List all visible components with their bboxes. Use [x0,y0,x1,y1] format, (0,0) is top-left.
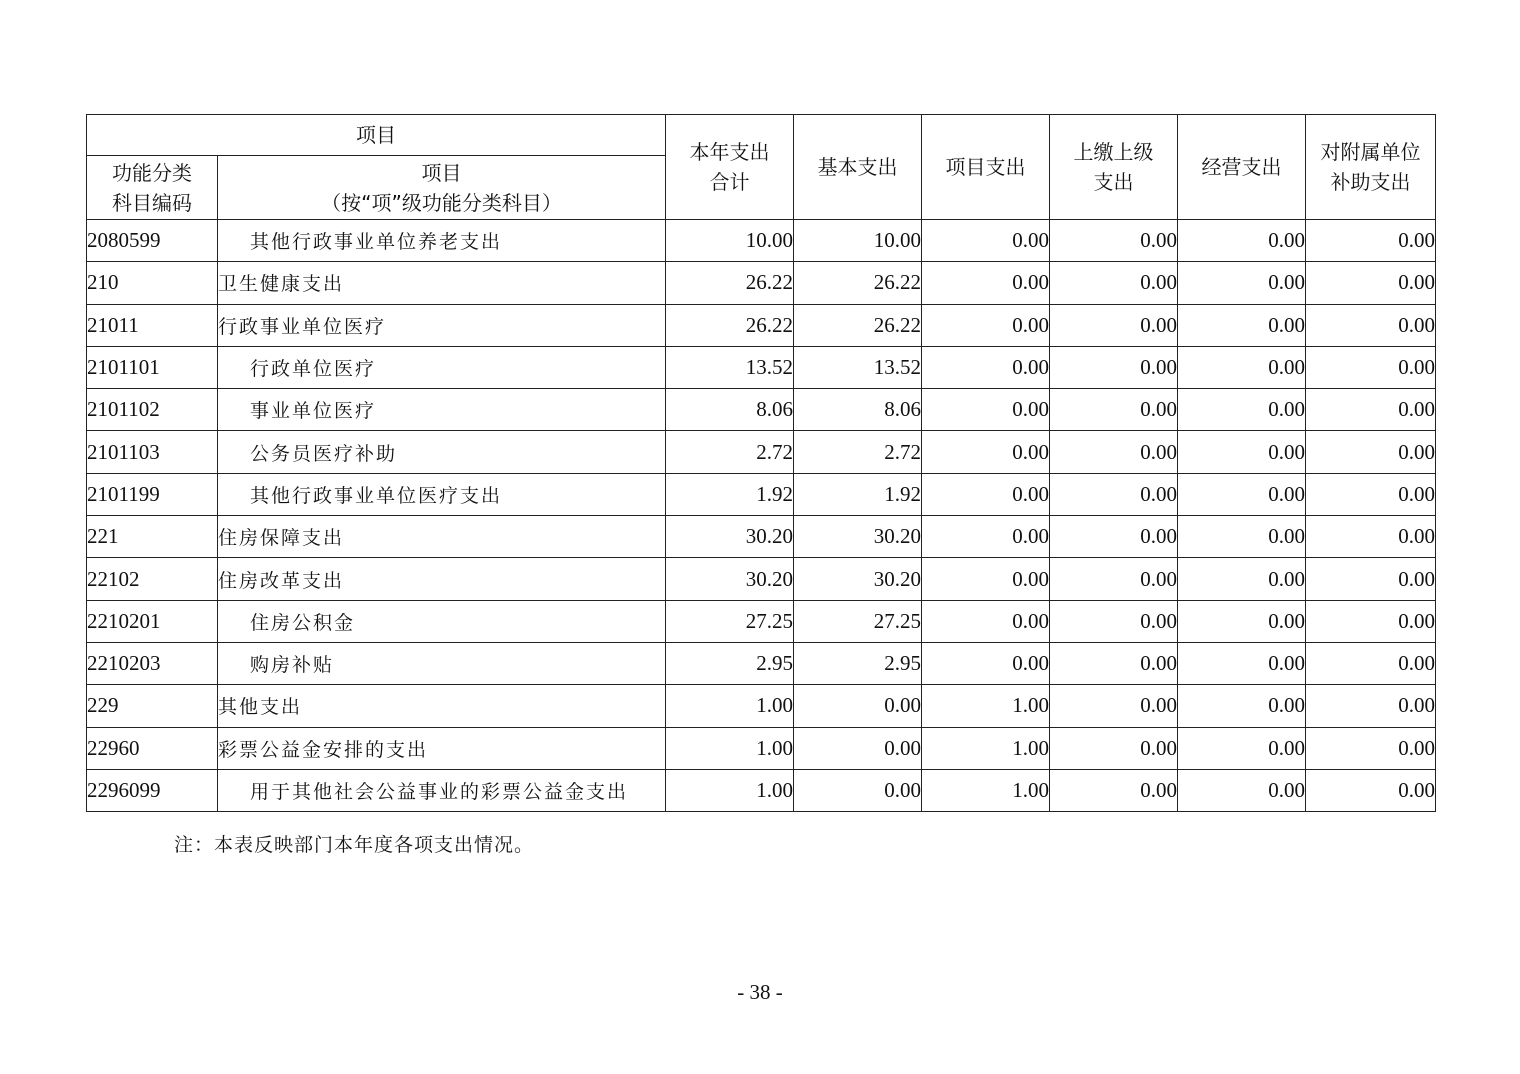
table-row [87,600,1436,642]
upper-amount-cell: 0.00 [1050,642,1178,684]
upper-amount-cell: 0.00 [1050,600,1178,642]
subject-name-cell: 行政单位医疗 [218,346,666,388]
subject-name-cell: 卫生健康支出 [218,262,666,304]
upper-amount-cell: 0.00 [1050,558,1178,600]
project-amount-cell: 0.00 [922,473,1050,515]
expenditure-table [86,114,1436,812]
subject-code-cell: 22102 [87,558,218,600]
basic-amount-cell: 0.00 [794,685,922,727]
header-subsidy [1306,115,1436,220]
subject-code-cell: 22960 [87,727,218,769]
basic-amount-cell: 2.72 [794,431,922,473]
subject-code-cell: 229 [87,685,218,727]
project-amount-cell: 0.00 [922,431,1050,473]
subject-name-cell: 行政事业单位医疗 [218,304,666,346]
table-body [87,220,1436,812]
business-amount-cell: 0.00 [1178,685,1306,727]
upper-amount-cell: 0.00 [1050,389,1178,431]
header-project-text: 项目支出 [945,155,1026,179]
basic-amount-cell: 0.00 [794,769,922,811]
upper-amount-cell: 0.00 [1050,304,1178,346]
subject-name-cell: 事业单位医疗 [218,389,666,431]
header-code-text: 功能分类 科目编码 [112,160,192,215]
subsidy-amount-cell: 0.00 [1306,346,1436,388]
business-amount-cell: 0.00 [1178,304,1306,346]
subject-name-cell: 彩票公益金安排的支出 [218,727,666,769]
business-amount-cell: 0.00 [1178,769,1306,811]
table-row [87,516,1436,558]
subject-name-cell: 住房保障支出 [218,516,666,558]
header-project [922,115,1050,220]
header-upper-text: 上缴上级 支出 [1073,140,1154,194]
basic-amount-cell: 0.00 [794,727,922,769]
total-amount-cell: 26.22 [666,262,794,304]
subject-code-cell: 2210203 [87,642,218,684]
project-amount-cell: 0.00 [922,304,1050,346]
total-amount-cell: 1.00 [666,727,794,769]
total-amount-cell: 8.06 [666,389,794,431]
subsidy-amount-cell: 0.00 [1306,220,1436,262]
subject-code-cell: 210 [87,262,218,304]
business-amount-cell: 0.00 [1178,727,1306,769]
table-row [87,389,1436,431]
subject-code-cell: 2101199 [87,473,218,515]
basic-amount-cell: 26.22 [794,304,922,346]
subject-name-cell: 其他支出 [218,685,666,727]
project-amount-cell: 0.00 [922,262,1050,304]
basic-amount-cell: 10.00 [794,220,922,262]
header-business [1178,115,1306,220]
total-amount-cell: 2.95 [666,642,794,684]
basic-amount-cell: 2.95 [794,642,922,684]
table-row [87,220,1436,262]
subject-name-cell: 其他行政事业单位养老支出 [218,220,666,262]
subsidy-amount-cell: 0.00 [1306,516,1436,558]
subsidy-amount-cell: 0.00 [1306,473,1436,515]
subject-name-cell: 住房改革支出 [218,558,666,600]
table-row [87,304,1436,346]
total-amount-cell: 27.25 [666,600,794,642]
subsidy-amount-cell: 0.00 [1306,600,1436,642]
subject-code-cell: 2101103 [87,431,218,473]
header-business-text: 经营支出 [1201,155,1282,179]
table-row [87,262,1436,304]
total-amount-cell: 1.92 [666,473,794,515]
table-row [87,346,1436,388]
header-total [666,115,794,220]
table-row [87,642,1436,684]
header-name-text: 项目 （按“项”级功能分类科目） [321,160,562,215]
subsidy-amount-cell: 0.00 [1306,685,1436,727]
total-amount-cell: 10.00 [666,220,794,262]
business-amount-cell: 0.00 [1178,346,1306,388]
subject-name-cell: 购房补贴 [218,642,666,684]
table-row [87,473,1436,515]
subsidy-amount-cell: 0.00 [1306,304,1436,346]
basic-amount-cell: 27.25 [794,600,922,642]
upper-amount-cell: 0.00 [1050,346,1178,388]
page-number: - 38 - [737,980,783,1004]
subsidy-amount-cell: 0.00 [1306,769,1436,811]
header-upper [1050,115,1178,220]
total-amount-cell: 30.20 [666,558,794,600]
upper-amount-cell: 0.00 [1050,262,1178,304]
subject-code-cell: 2101102 [87,389,218,431]
project-amount-cell: 0.00 [922,389,1050,431]
upper-amount-cell: 0.00 [1050,473,1178,515]
subject-name-cell: 住房公积金 [218,600,666,642]
project-amount-cell: 1.00 [922,727,1050,769]
upper-amount-cell: 0.00 [1050,727,1178,769]
business-amount-cell: 0.00 [1178,431,1306,473]
header-total-text: 本年支出 合计 [689,140,770,194]
project-amount-cell: 0.00 [922,600,1050,642]
header-basic [794,115,922,220]
total-amount-cell: 26.22 [666,304,794,346]
upper-amount-cell: 0.00 [1050,769,1178,811]
project-amount-cell: 0.00 [922,346,1050,388]
table-row [87,727,1436,769]
header-project-group: 项目 [87,115,666,156]
basic-amount-cell: 30.20 [794,516,922,558]
subsidy-amount-cell: 0.00 [1306,727,1436,769]
basic-amount-cell: 1.92 [794,473,922,515]
total-amount-cell: 30.20 [666,516,794,558]
total-amount-cell: 13.52 [666,346,794,388]
table-row [87,685,1436,727]
total-amount-cell: 1.00 [666,769,794,811]
business-amount-cell: 0.00 [1178,642,1306,684]
table-row [87,431,1436,473]
table-note: 注：本表反映部门本年度各项支出情况。 [174,834,535,856]
business-amount-cell: 0.00 [1178,262,1306,304]
business-amount-cell: 0.00 [1178,389,1306,431]
subject-code-cell: 2080599 [87,220,218,262]
total-amount-cell: 2.72 [666,431,794,473]
upper-amount-cell: 0.00 [1050,220,1178,262]
subsidy-amount-cell: 0.00 [1306,431,1436,473]
header-subsidy-text: 对附属单位 补助支出 [1320,140,1421,194]
subject-code-cell: 2101101 [87,346,218,388]
table-row [87,769,1436,811]
subject-name-cell: 用于其他社会公益事业的彩票公益金支出 [218,769,666,811]
subject-code-cell: 21011 [87,304,218,346]
project-amount-cell: 1.00 [922,685,1050,727]
project-amount-cell: 0.00 [922,642,1050,684]
project-amount-cell: 1.00 [922,769,1050,811]
basic-amount-cell: 13.52 [794,346,922,388]
basic-amount-cell: 26.22 [794,262,922,304]
total-amount-cell: 1.00 [666,685,794,727]
project-amount-cell: 0.00 [922,558,1050,600]
subject-name-cell: 公务员医疗补助 [218,431,666,473]
project-amount-cell: 0.00 [922,220,1050,262]
header-code [87,156,218,220]
basic-amount-cell: 30.20 [794,558,922,600]
header-name [218,156,666,220]
subsidy-amount-cell: 0.00 [1306,642,1436,684]
project-amount-cell: 0.00 [922,516,1050,558]
subject-code-cell: 221 [87,516,218,558]
business-amount-cell: 0.00 [1178,473,1306,515]
upper-amount-cell: 0.00 [1050,431,1178,473]
business-amount-cell: 0.00 [1178,220,1306,262]
subject-code-cell: 2210201 [87,600,218,642]
subject-code-cell: 2296099 [87,769,218,811]
subsidy-amount-cell: 0.00 [1306,558,1436,600]
table-row [87,558,1436,600]
business-amount-cell: 0.00 [1178,516,1306,558]
subsidy-amount-cell: 0.00 [1306,262,1436,304]
basic-amount-cell: 8.06 [794,389,922,431]
business-amount-cell: 0.00 [1178,600,1306,642]
subject-name-cell: 其他行政事业单位医疗支出 [218,473,666,515]
subsidy-amount-cell: 0.00 [1306,389,1436,431]
business-amount-cell: 0.00 [1178,558,1306,600]
upper-amount-cell: 0.00 [1050,685,1178,727]
header-basic-text: 基本支出 [817,155,898,179]
upper-amount-cell: 0.00 [1050,516,1178,558]
